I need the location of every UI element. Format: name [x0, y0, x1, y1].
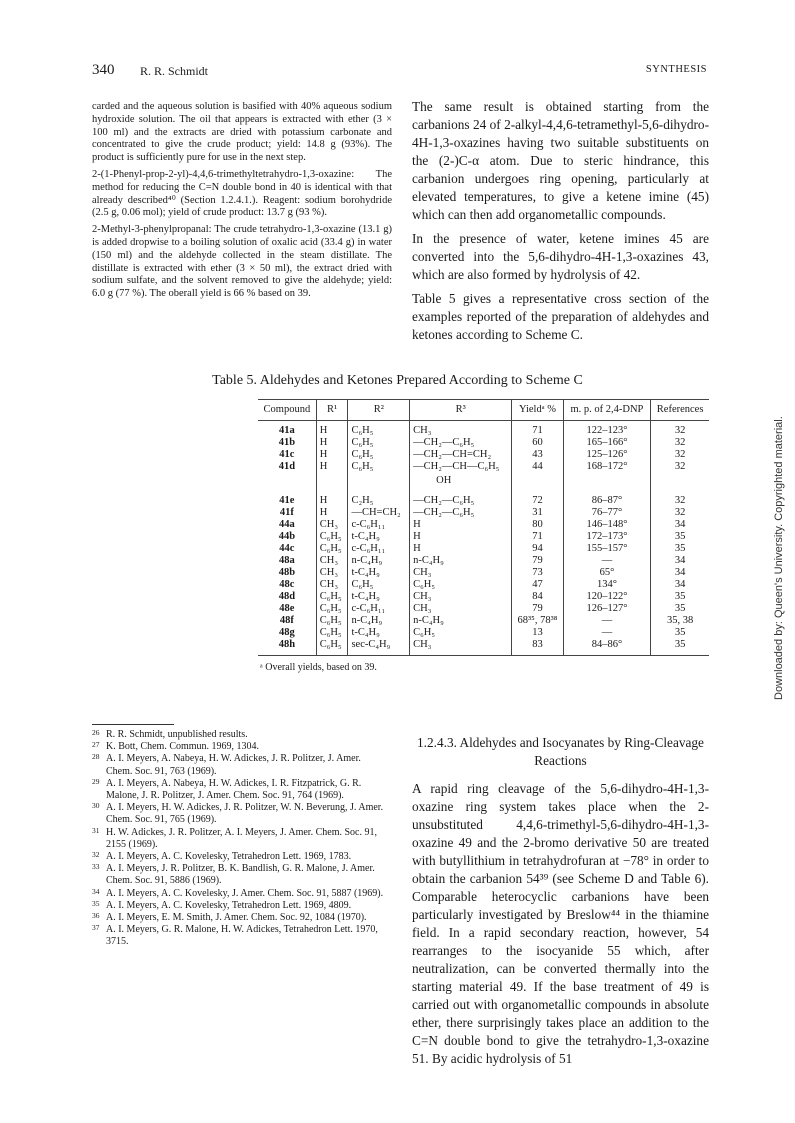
table-cell: —CH₂—CH=CH₂ [410, 449, 512, 461]
table-row [258, 627, 709, 639]
table-cell [563, 473, 651, 487]
table-cell: H [316, 437, 348, 449]
column-header: R¹ [316, 400, 348, 421]
reference-text: H. W. Adickes, J. R. Politzer, A. I. Meyers, J. Amer. Chem. Soc. 91, 2155 (1969). [106, 826, 377, 850]
reference-text: A. I. Meyers, J. R. Politzer, B. K. Bandlish, G. R. Malone, J. Amer. Chem. Soc. 91, 5886 (1969). [106, 863, 375, 887]
table-cell: 65° [563, 567, 651, 579]
table-cell: 79 [512, 603, 563, 615]
reference-number: 37 [92, 923, 100, 933]
table-cell: 68³⁵, 78³⁸ [512, 615, 563, 627]
table-cell: C₆H₅ [348, 421, 410, 438]
table-cell: H [316, 449, 348, 461]
running-head [92, 62, 707, 82]
paragraph: The same result is obtained starting from the carbanions 24 of 2-alkyl-4,4,6-tetramethyl-5,6-dihydro-4H-1,3-oxazines having two suitable substituents on the (2-)C-α atom. Due to steric hindrance, this carbanion undergoes ring opening, particularly at elevated temperatures, to give a ketene imine (45) which can then add organometallic compounds. [412, 99, 709, 222]
table-cell: 35 [651, 603, 709, 615]
table-cell: H [316, 461, 348, 473]
footnote-separator [92, 724, 174, 725]
table-cell: C₂H₅ [348, 487, 410, 507]
reference-text: A. I. Meyers, G. R. Malone, H. W. Adickes, Tetrahedron Lett. 1970, 3715. [106, 924, 378, 948]
reference-number: 30 [92, 801, 100, 811]
reference-item [92, 753, 388, 777]
paragraph: 2-Methyl-3-phenylpropanal: The crude tetrahydro-1,3-oxazine (13.1 g) is added dropwise to a boiling solution of oxalic acid (33.4 g) in water (150 ml) and the aldehyde collected in the steam distillate. The distillate is extracted with ether (3 × 50 ml), the extract dried with sodium sulfate, and the solvent removed to give the aldehyde; yield: 6.0 g (77 %). The oberall yield is 66 % based on 39. [92, 224, 392, 300]
reference-number: 31 [92, 825, 100, 835]
table-cell: H [316, 421, 348, 438]
reference-item [92, 888, 388, 900]
table-cell: 122–123° [563, 421, 651, 438]
table-row [258, 531, 709, 543]
table-cell: —CH₂—C₆H₅ [410, 507, 512, 519]
table-cell: C₆H₅ [348, 461, 410, 473]
table-body [258, 421, 709, 656]
table-cell: — [563, 627, 651, 639]
column-header: References [651, 400, 709, 421]
reference-item [92, 912, 388, 924]
table-cell: 48b [278, 567, 296, 578]
table-row [258, 421, 709, 438]
table-cell: 146–148° [563, 519, 651, 531]
table-cell: 32 [651, 461, 709, 473]
table-cell: 44a [279, 519, 295, 530]
table-cell: 94 [512, 543, 563, 555]
table-cell: t-C₄H₉ [348, 567, 410, 579]
table-cell: 32 [651, 487, 709, 507]
table-cell: C₆H₅ [316, 639, 348, 656]
paragraph: Table 5 gives a representative cross section of the examples reported of the preparation of aldehydes and ketones according to Scheme C. [412, 291, 709, 342]
table-cell: — [563, 555, 651, 567]
table-cell: 35 [651, 627, 709, 639]
table-cell: 41d [278, 461, 296, 472]
table-cell: —CH₂—CH—C₆H₅ [410, 461, 512, 473]
table-cell: 32 [651, 507, 709, 519]
table-cell: H [410, 531, 512, 543]
table-cell: 48c [279, 579, 295, 590]
table-cell: 41f [279, 507, 294, 518]
column-header: R² [348, 400, 410, 421]
left-column-text [92, 101, 392, 305]
reference-text: A. I. Meyers, A. Nabeya, H. W. Adickes, I. R. Fitzpatrick, G. R. Malone, J. R. Politzer, J. Amer. Chem. Soc. 91, 764 (1969). [106, 777, 362, 802]
table-cell: C₆H₅ [410, 579, 512, 591]
paragraph: A rapid ring cleavage of the 5,6-dihydro-4H-1,3-oxazine ring system takes place when the 2-unsubstituted 4,4,6-trimethyl-5,6-dihydro-4H-1,3-oxazine 49 and the 2-bromo derivative 50 are treated with butyllithium in tetrahydrofuran at −78° in order to obtain the carbanion 54³⁹ (see Scheme D and Table 6). Comparable heterocyclic carbanions have been particularly investigated by Breslow⁴⁴ in the thiamine field. In a rapid secondary reaction, however, 54 rearranges to the isocyanide 55 which, after neutralization, can be converted thermally into the starting material 49. If the base treatment of 49 is carried out with organometallic compounds in absolute ether, there surprisingly takes place an addition to the C=N double bond to give the tetrahydro-1,3-oxazine 51. By acidic hydrolysis of 51 [412, 781, 709, 1066]
table-cell: C₆H₅ [410, 627, 512, 639]
table-cell: 41e [279, 495, 295, 506]
reference-item [92, 802, 388, 826]
table-cell: CH₃ [410, 591, 512, 603]
reference-number: 32 [92, 850, 100, 860]
table-cell: C₆H₅ [348, 449, 410, 461]
table-cell: 47 [512, 579, 563, 591]
reference-text: A. I. Meyers, H. W. Adickes, J. R. Politzer, W. N. Beverung, J. Amer. Chem. Soc. 91, 765 (1969). [106, 802, 384, 826]
reference-number: 33 [92, 862, 100, 872]
page-number: 340 [92, 62, 115, 78]
table-cell: 41c [279, 449, 295, 460]
table-cell: 35 [651, 531, 709, 543]
reference-item [92, 778, 388, 802]
section-heading: 1.2.4.3. Aldehydes and Isocyanates by Ring-Cleavage Reactions [417, 735, 704, 768]
table-cell: 120–122° [563, 591, 651, 603]
table-header-row [258, 400, 709, 421]
table-row [258, 579, 709, 591]
table-cell: 72 [512, 487, 563, 507]
table-row [258, 603, 709, 615]
table-cell: 48d [278, 591, 296, 602]
table-cell [348, 473, 410, 487]
column-header: Yieldᵃ % [512, 400, 563, 421]
data-table [258, 399, 709, 656]
table-cell: C₆H₅ [316, 531, 348, 543]
table-cell: H [316, 487, 348, 507]
table-cell: c-C₆H₁₁ [348, 543, 410, 555]
table-row [258, 473, 709, 487]
table-cell: 48f [279, 615, 294, 626]
table-cell: t-C₄H₉ [348, 591, 410, 603]
table-cell: 13 [512, 627, 563, 639]
reference-item [92, 900, 388, 912]
table-cell: 31 [512, 507, 563, 519]
table-cell: CH₃ [410, 567, 512, 579]
table-cell: 79 [512, 555, 563, 567]
reference-number: 27 [92, 740, 100, 750]
table-row [258, 437, 709, 449]
column-header: R³ [410, 400, 512, 421]
table-cell: c-C₆H₁₁ [348, 519, 410, 531]
reference-number: 28 [92, 752, 100, 762]
table-cell: 35 [651, 591, 709, 603]
reference-item [92, 741, 388, 753]
table-cell: —CH₂—C₆H₅ [410, 487, 512, 507]
table-cell: 34 [651, 555, 709, 567]
table-cell [316, 473, 348, 487]
table-cell: 35 [651, 543, 709, 555]
table-cell [651, 473, 709, 487]
table-cell: n-C₄H₉ [410, 615, 512, 627]
table-cell [512, 473, 563, 487]
right-column-text-bottom [412, 734, 709, 1074]
paragraph: In the presence of water, ketene imines 45 are converted into the 5,6-dihydro-4H-1,3-oxazines 43, which are also formed by hydrolysis of 42. [412, 231, 709, 282]
reference-text: A. I. Meyers, A. C. Kovelesky, J. Amer. Chem. Soc. 91, 5887 (1969). [106, 887, 384, 899]
table-cell: —CH=CH₂ [348, 507, 410, 519]
table-cell: 126–127° [563, 603, 651, 615]
table-cell: 34 [651, 519, 709, 531]
table-cell: 84–86° [563, 639, 651, 656]
table-cell: H [410, 543, 512, 555]
table-cell: 35, 38 [651, 615, 709, 627]
data-table-container [258, 399, 709, 656]
table-cell: C₆H₅ [316, 543, 348, 555]
table-cell: 41a [279, 425, 295, 436]
table-cell: CH₃ [316, 519, 348, 531]
reference-text: A. I. Meyers, A. C. Kovelesky, Tetrahedron Lett. 1969, 1783. [106, 851, 352, 863]
table-cell: 168–172° [563, 461, 651, 473]
reference-item [92, 851, 388, 863]
table-cell: C₆H₅ [316, 627, 348, 639]
right-column-text-top [412, 98, 709, 350]
table-cell: 60 [512, 437, 563, 449]
table-cell: 80 [512, 519, 563, 531]
table-cell: 172–173° [563, 531, 651, 543]
reference-text: A. I. Meyers, A. C. Kovelesky, Tetrahedron Lett. 1969, 4809. [106, 899, 352, 911]
table-cell: CH₃ [410, 639, 512, 656]
table-cell: C₆H₅ [316, 615, 348, 627]
reference-item [92, 827, 388, 851]
download-notice-text: Downloaded by: Queen's University. Copyrighted material. [773, 416, 785, 700]
table-cell: C₆H₅ [316, 591, 348, 603]
table-cell: CH₃ [410, 603, 512, 615]
table-cell [258, 473, 316, 487]
table-caption: Table 5. Aldehydes and Ketones Prepared According to Scheme C [212, 373, 583, 388]
table-cell: — [563, 615, 651, 627]
table-cell: 48a [279, 555, 295, 566]
table-row [258, 555, 709, 567]
table-cell: H [410, 519, 512, 531]
table-cell: 44b [278, 531, 296, 542]
table-cell: 84 [512, 591, 563, 603]
table-cell: 48g [279, 627, 295, 638]
table-row [258, 639, 709, 656]
reference-text: A. I. Meyers, E. M. Smith, J. Amer. Chem. Soc. 92, 1084 (1970). [106, 912, 367, 924]
table-row [258, 543, 709, 555]
table-cell: 32 [651, 449, 709, 461]
paragraph: 2-(1-Phenyl-prop-2-yl)-4,4,6-trimethyltetrahydro-1,3-oxazine: The method for reducing the C=N double bond in 40 is identical with that already described⁴⁰ (Section 1.2.4.1.). Reagent: sodium borohydride (2.5 g, 0.06 mol); yield of crude product: 13.7 g (93 %). [92, 168, 392, 219]
table-cell: 48h [258, 639, 316, 656]
table-cell: 32 [651, 437, 709, 449]
table-cell: 155–157° [563, 543, 651, 555]
table-cell: 41b [278, 437, 296, 448]
reference-text: R. R. Schmidt, unpublished results. [106, 729, 248, 740]
table-cell: sec-C₄H₉ [348, 639, 410, 656]
journal-name: SYNTHESIS [645, 64, 707, 75]
table-cell: CH₃ [410, 421, 512, 438]
reference-text: A. I. Meyers, A. Nabeya, H. W. Adickes, J. R. Politzer, J. Amer. Chem. Soc. 91, 763 (1969). [106, 753, 361, 777]
table-cell: t-C₄H₉ [348, 627, 410, 639]
table-cell: n-C₄H₉ [348, 615, 410, 627]
table-cell: 125–126° [563, 449, 651, 461]
table-cell: t-C₄H₉ [348, 531, 410, 543]
table-cell: C₆H₅ [316, 603, 348, 615]
table-cell: 48e [279, 603, 295, 614]
reference-text: K. Bott, Chem. Commun. 1969, 1304. [106, 741, 260, 753]
table-cell: 34 [651, 567, 709, 579]
table-cell: 35 [651, 639, 709, 656]
table-cell: 134° [563, 579, 651, 591]
table-cell: n-C₄H₉ [410, 555, 512, 567]
table-cell: 76–77° [563, 507, 651, 519]
reference-number: 26 [92, 728, 100, 737]
table-footnote: ᵃ Overall yields, based on 39. [260, 662, 377, 673]
table-cell: 86–87° [563, 487, 651, 507]
reference-number: 35 [92, 898, 100, 908]
table-cell: H [316, 507, 348, 519]
table-row [258, 507, 709, 519]
table-cell: n-C₄H₉ [348, 555, 410, 567]
table-cell: 73 [512, 567, 563, 579]
reference-item [92, 863, 388, 887]
table-row [258, 567, 709, 579]
table-cell: 43 [512, 449, 563, 461]
table-cell: 71 [512, 421, 563, 438]
table-cell: —CH₂—C₆H₅ [410, 437, 512, 449]
table-cell: 83 [512, 639, 563, 656]
reference-item [92, 924, 388, 948]
table-cell: 71 [512, 531, 563, 543]
reference-list [92, 729, 388, 949]
column-header: m. p. of 2,4-DNP [563, 400, 651, 421]
table-cell: 165–166° [563, 437, 651, 449]
running-author: R. R. Schmidt [140, 64, 209, 78]
table-cell: CH₃ [316, 579, 348, 591]
table-row [258, 591, 709, 603]
table-cell: C₆H₅ [348, 437, 410, 449]
table-cell: 44 [512, 461, 563, 473]
table-cell: c-C₆H₁₁ [348, 603, 410, 615]
table-cell: CH₃ [316, 555, 348, 567]
download-notice [771, 416, 785, 700]
column-header: Compound [258, 400, 316, 421]
reference-number: 29 [92, 776, 100, 786]
table-row [258, 615, 709, 627]
table-cell: 32 [651, 421, 709, 438]
table-cell: 34 [651, 579, 709, 591]
table-cell: C₆H₅ [348, 579, 410, 591]
table-row [258, 519, 709, 531]
table-row [258, 487, 709, 507]
paragraph: carded and the aqueous solution is basified with 40% aqueous sodium hydroxide solution. The oil that appears is extracted with ether (3 × 100 ml) and the extracts are dried with potassium carbonate and concentrated to give the crude product; yield: 14.8 g (93%). The product is sufficiently pure for use in the next step. [92, 101, 392, 164]
table-cell: CH₃ [316, 567, 348, 579]
reference-number: 36 [92, 911, 100, 921]
reference-item [92, 729, 388, 741]
reference-number: 34 [92, 886, 100, 896]
table-row [258, 449, 709, 461]
table-cell: OH [410, 473, 512, 487]
table-cell: 44c [279, 543, 295, 554]
table-row [258, 461, 709, 473]
